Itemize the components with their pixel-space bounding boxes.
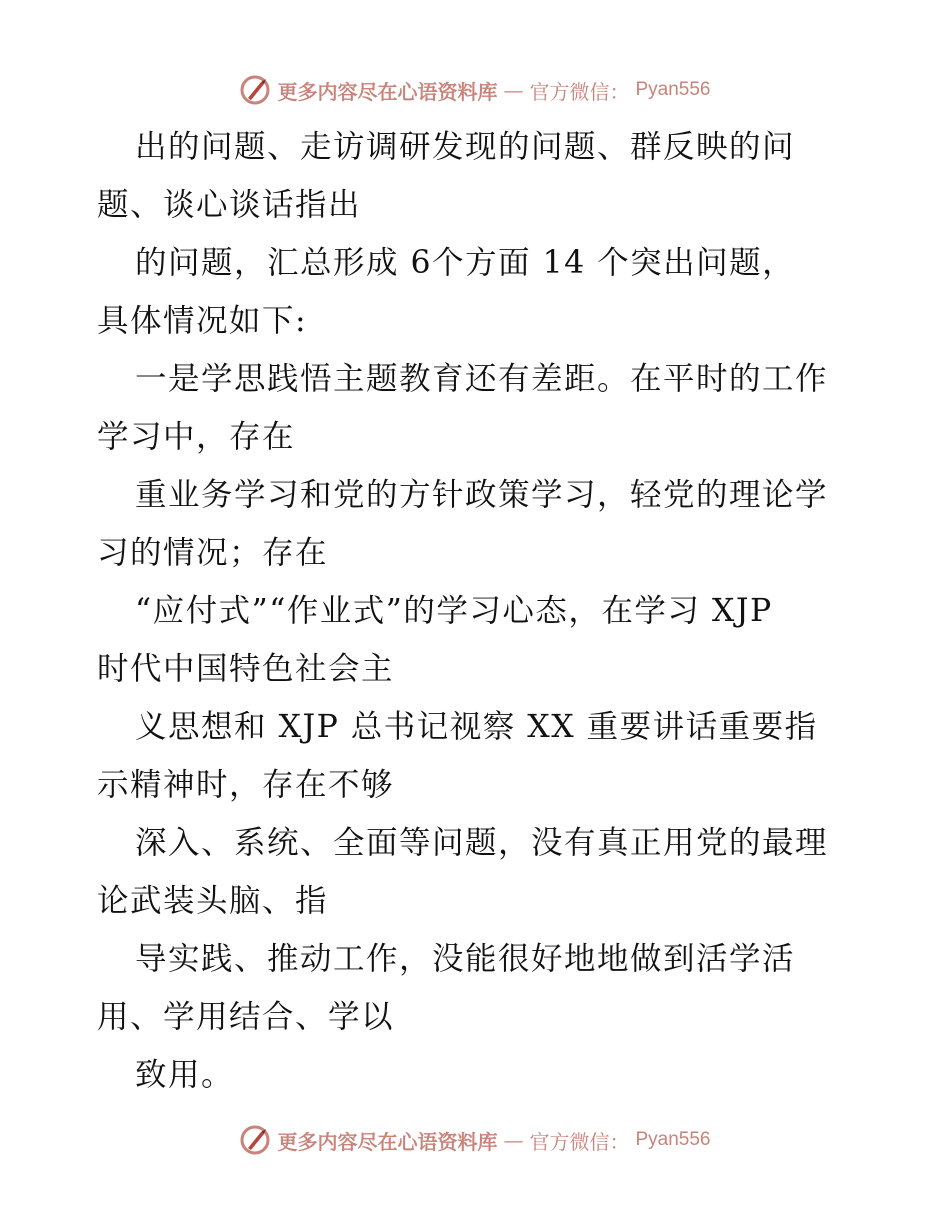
text-line: 论武装头脑、指 — [97, 883, 329, 919]
watermark-official-label: 官方微信： — [529, 1129, 630, 1154]
watermark-separator: — — [503, 78, 524, 102]
text-line: 题、谈心谈话指出 — [97, 187, 362, 223]
text-line: 出的问题、走访调研发现的问题、群反映的问 — [135, 129, 796, 165]
text-line: 重业务学习和党的方针政策学习，轻党的理论学 — [135, 477, 829, 513]
text-line: 学习中，存在 — [97, 419, 296, 455]
quill-pen-logo-icon — [239, 1124, 271, 1156]
text-line: 一是学思践悟主题教育还有差距。在平时的工作 — [135, 361, 829, 397]
text-line: “应付式”“作业式”的学习心态，在学习 XJP — [135, 593, 773, 629]
text-line: 习的情况；存在 — [97, 535, 329, 571]
watermark-brand: 更多内容尽在心语资料库 — [277, 79, 498, 104]
text-line: 示精神时，存在不够 — [97, 767, 395, 803]
document-body — [97, 118, 857, 1104]
header-watermark — [0, 70, 950, 110]
text-line: 致用。 — [135, 1057, 235, 1093]
watermark-wechat-id: Pyan556 — [635, 1129, 711, 1150]
text-line: 义思想和 XJP 总书记视察 XX 重要讲话重要指 — [135, 709, 818, 745]
quill-pen-logo-icon — [239, 74, 271, 106]
text-line: 深入、系统、全面等问题，没有真正用党的最理 — [135, 825, 829, 861]
watermark-brand: 更多内容尽在心语资料库 — [277, 1129, 498, 1154]
text-line: 导实践、推动工作，没能很好地地做到活学活 — [135, 941, 796, 977]
text-line: 的问题，汇总形成 6个方面 14 个突出问题， — [135, 245, 796, 281]
text-line: 用、学用结合、学以 — [97, 999, 395, 1035]
text-line: 时代中国特色社会主 — [97, 651, 395, 687]
footer-watermark — [0, 1120, 950, 1160]
watermark-separator: — — [503, 1128, 524, 1152]
watermark-wechat-id: Pyan556 — [635, 79, 711, 100]
text-line: 具体情况如下: — [97, 303, 308, 339]
watermark-official-label: 官方微信： — [529, 79, 630, 104]
